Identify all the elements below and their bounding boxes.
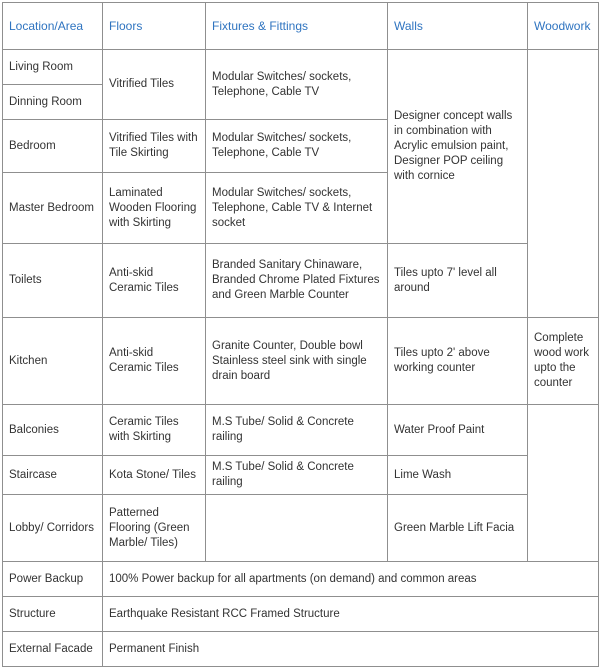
cell-fixtures [206,495,388,562]
cell-footer-value: Earthquake Resistant RCC Framed Structure [103,597,599,632]
table-row [3,456,599,495]
cell-location: Toilets [3,244,103,318]
cell-woodwork-empty [528,405,599,562]
cell-walls: Tiles upto 7' level all around [388,244,528,318]
cell-woodwork: Complete wood work upto the counter [528,318,599,405]
cell-location: Living Room [3,50,103,85]
cell-fixtures: M.S Tube/ Solid & Concrete railing [206,456,388,495]
cell-fixtures: Modular Switches/ sockets, Telephone, Cable TV [206,50,388,120]
cell-walls: Tiles upto 2' above working counter [388,318,528,405]
cell-fixtures: M.S Tube/ Solid & Concrete railing [206,405,388,456]
cell-location: Staircase [3,456,103,495]
cell-location: Power Backup [3,562,103,597]
table-row [3,50,599,85]
column-header-walls: Walls [388,3,528,50]
cell-floors: Anti-skid Ceramic Tiles [103,318,206,405]
column-header-woodwork: Woodwork [528,3,599,50]
header-row [3,3,599,50]
cell-location: Bedroom [3,120,103,173]
table-row-footer [3,632,599,667]
cell-floors: Ceramic Tiles with Skirting [103,405,206,456]
table-row [3,318,599,405]
cell-walls: Green Marble Lift Facia [388,495,528,562]
cell-floors: Vitrified Tiles with Tile Skirting [103,120,206,173]
cell-location: External Facade [3,632,103,667]
column-header-floors: Floors [103,3,206,50]
cell-floors: Anti-skid Ceramic Tiles [103,244,206,318]
cell-footer-value: 100% Power backup for all apartments (on demand) and common areas [103,562,599,597]
cell-floors: Laminated Wooden Flooring with Skirting [103,173,206,244]
table-row [3,405,599,456]
cell-woodwork-empty [528,50,599,318]
table-header [3,3,599,50]
cell-location: Dinning Room [3,85,103,120]
table-row-footer [3,597,599,632]
cell-location: Kitchen [3,318,103,405]
table-body [3,50,599,667]
cell-floors: Kota Stone/ Tiles [103,456,206,495]
cell-fixtures: Modular Switches/ sockets, Telephone, Cable TV & Internet socket [206,173,388,244]
cell-walls: Water Proof Paint [388,405,528,456]
cell-location: Structure [3,597,103,632]
cell-walls: Designer concept walls in combination with Acrylic emulsion paint, Designer POP ceiling with cornice [388,50,528,244]
cell-walls: Lime Wash [388,456,528,495]
cell-location: Lobby/ Corridors [3,495,103,562]
cell-fixtures: Branded Sanitary Chinaware, Branded Chrome Plated Fixtures and Green Marble Counter [206,244,388,318]
table-row [3,495,599,562]
column-header-location: Location/Area [3,3,103,50]
table-row [3,244,599,318]
cell-location: Master Bedroom [3,173,103,244]
cell-footer-value: Permanent Finish [103,632,599,667]
cell-fixtures: Granite Counter, Double bowl Stainless steel sink with single drain board [206,318,388,405]
table-row-footer [3,562,599,597]
specifications-table [2,2,599,667]
cell-floors: Vitrified Tiles [103,50,206,120]
column-header-fixtures: Fixtures & Fittings [206,3,388,50]
cell-location: Balconies [3,405,103,456]
cell-floors: Patterned Flooring (Green Marble/ Tiles) [103,495,206,562]
cell-fixtures: Modular Switches/ sockets, Telephone, Cable TV [206,120,388,173]
